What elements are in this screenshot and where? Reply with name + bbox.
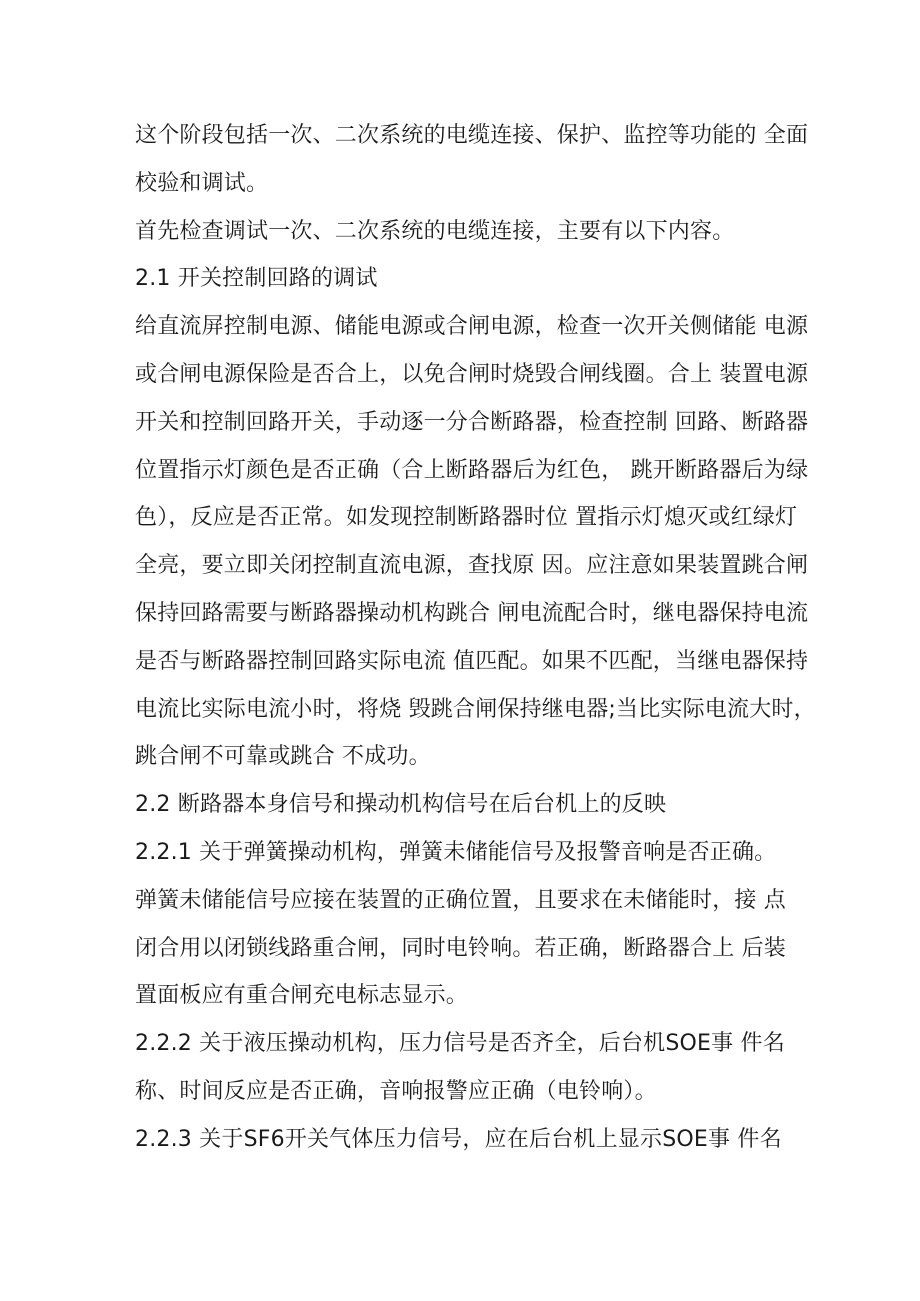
- paragraph-line: 闭合用以闭锁线路重合闸，同时电铃响。若正确，断路器合上 后装: [135, 935, 786, 961]
- paragraph-line: 置面板应有重合闸充电标志显示。: [135, 983, 469, 1009]
- paragraph-line: 称、时间反应是否正确，音响报警应正确（电铃响）。: [135, 1078, 657, 1104]
- paragraph-line: 这个阶段包括一次、二次系统的电缆连接、保护、监控等功能的 全面: [135, 123, 809, 148]
- paragraph-line: 或合闸电源保险是否合上，以免合闸时烧毁合闸线圈。合上 装置电源: [135, 361, 809, 387]
- paragraph-line: 校验和调试。: [135, 170, 269, 196]
- paragraph-line: 位置指示灯颜色是否正确（合上断路器后为红色， 跳开断路器后为绿: [135, 457, 809, 483]
- subsection-heading: 2.2.2 关于液压操动机构，压力信号是否齐全，后台机SOE事 件名: [135, 1031, 785, 1057]
- paragraph-line: 给直流屏控制电源、储能电源或合闸电源，检查一次开关侧储能 电源: [135, 314, 809, 340]
- paragraph-line: 弹簧未储能信号应接在装置的正确位置，且要求在未储能时，接 点: [135, 887, 786, 913]
- subsection-heading: 2.2.3 关于SF6开关气体压力信号，应在后台机上显示SOE事 件名: [135, 1126, 782, 1152]
- paragraph-line: 首先检查调试一次、二次系统的电缆连接，主要有以下内容。: [135, 218, 735, 244]
- paragraph-line: 开关和控制回路开关，手动逐一分合断路器，检查控制 回路、断路器: [135, 409, 809, 435]
- paragraph-line: 电流比实际电流小时，将烧 毁跳合闸保持继电器;当比实际电流大时，: [135, 696, 816, 722]
- paragraph-line: 全亮，要立即关闭控制直流电源，查找原 因。应注意如果装置跳合闸: [135, 553, 809, 579]
- paragraph-line: 是否与断路器控制回路实际电流 值匹配。如果不匹配，当继电器保持: [135, 648, 809, 674]
- paragraph-line: 色），反应是否正常。如发现控制断路器时位 置指示灯熄灭或红绿灯: [135, 505, 798, 531]
- section-heading: 2.2 断路器本身信号和操动机构信号在后台机上的反映: [135, 792, 667, 818]
- paragraph-line: 保持回路需要与断路器操动机构跳合 闸电流配合时，继电器保持电流: [135, 600, 809, 626]
- document-body: [135, 112, 816, 1164]
- subsection-heading: 2.2.1 关于弹簧操动机构，弹簧未储能信号及报警音响是否正确。: [135, 839, 777, 865]
- section-heading: 2.1 开关控制回路的调试: [135, 266, 378, 292]
- paragraph-line: 跳合闸不可靠或跳合 不成功。: [135, 744, 431, 770]
